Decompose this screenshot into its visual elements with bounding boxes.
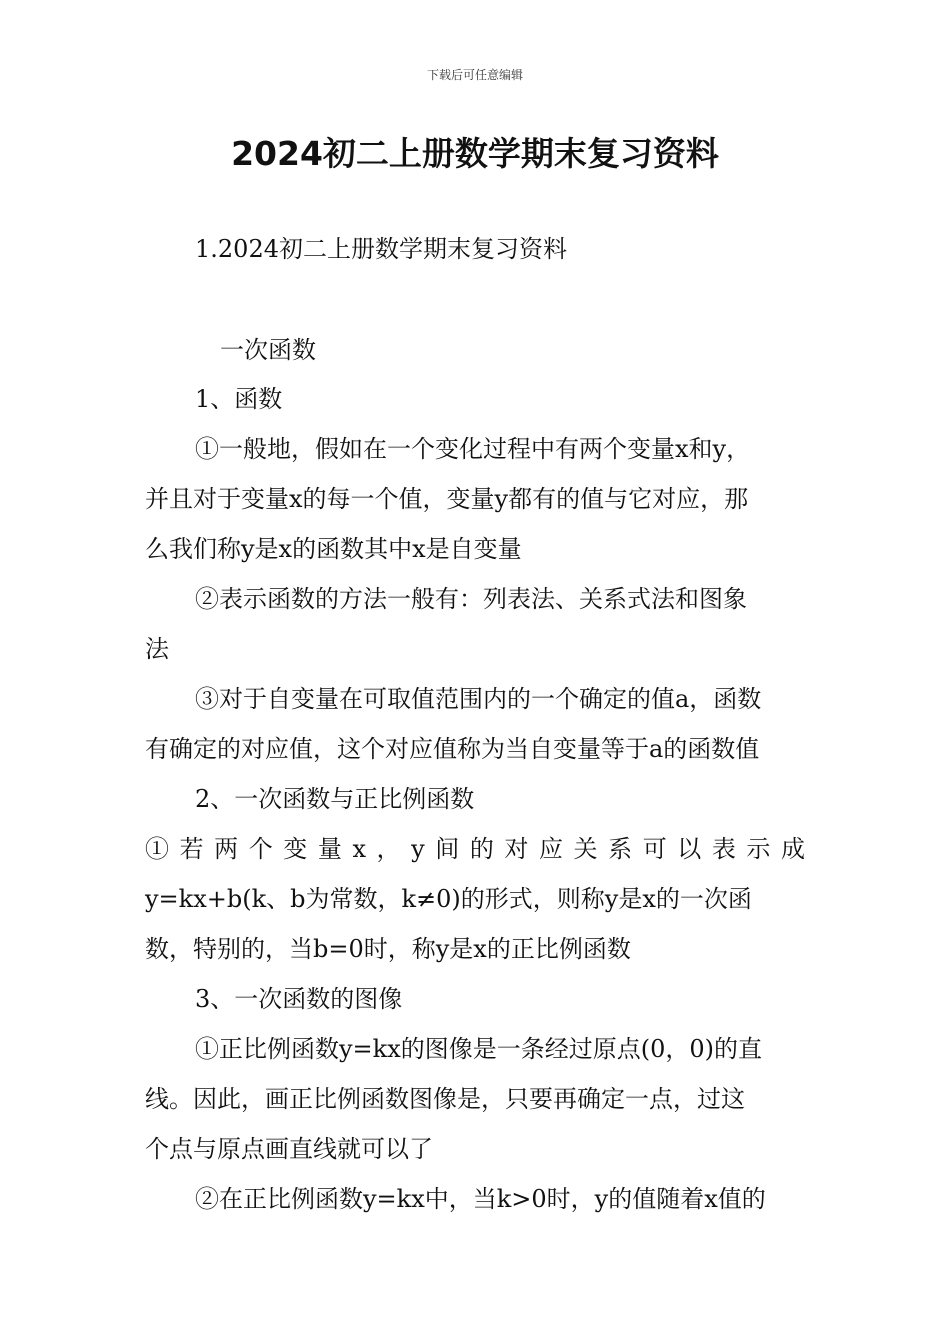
- paragraph-line: ①一般地，假如在一个变化过程中有两个变量x和y，: [195, 435, 751, 463]
- paragraph-line: 么我们称y是x的函数其中x是自变量: [145, 535, 522, 563]
- paragraph-line: ③对于自变量在可取值范围内的一个确定的值a，函数: [195, 685, 762, 713]
- paragraph-line: ①若两个变量x，y间的对应关系可以表示成: [145, 835, 805, 863]
- paragraph-line: 数，特别的，当b=0时，称y是x的正比例函数: [145, 935, 631, 963]
- header-note: 下载后可任意编辑: [426, 68, 523, 82]
- heading-linear-proportional: 2、一次函数与正比例函数: [195, 785, 475, 813]
- paragraph-line: 有确定的对应值，这个对应值称为当自变量等于a的函数值: [145, 735, 760, 763]
- subtitle: 1.2024初二上册数学期末复习资料: [195, 235, 567, 263]
- paragraph-line: ②表示函数的方法一般有：列表法、关系式法和图象: [195, 585, 747, 613]
- paragraph-line: 线。因此，画正比例函数图像是，只要再确定一点，过这: [145, 1085, 745, 1113]
- document-title: 2024初二上册数学期末复习资料: [231, 134, 719, 173]
- paragraph-line: 并且对于变量x的每一个值，变量y都有的值与它对应，那: [145, 485, 749, 513]
- paragraph-line: 个点与原点画直线就可以了: [145, 1135, 433, 1163]
- paragraph-line: 法: [145, 635, 169, 663]
- heading-functions: 1、函数: [195, 385, 283, 413]
- paragraph-line: y=kx+b(k、b为常数，k≠0)的形式，则称y是x的一次函: [145, 885, 752, 913]
- paragraph-line: ②在正比例函数y=kx中，当k>0时，y的值随着x值的: [195, 1185, 766, 1213]
- heading-linear-graph: 3、一次函数的图像: [195, 985, 403, 1013]
- section-heading: 一次函数: [220, 336, 316, 364]
- paragraph-line: ①正比例函数y=kx的图像是一条经过原点(0，0)的直: [195, 1035, 763, 1063]
